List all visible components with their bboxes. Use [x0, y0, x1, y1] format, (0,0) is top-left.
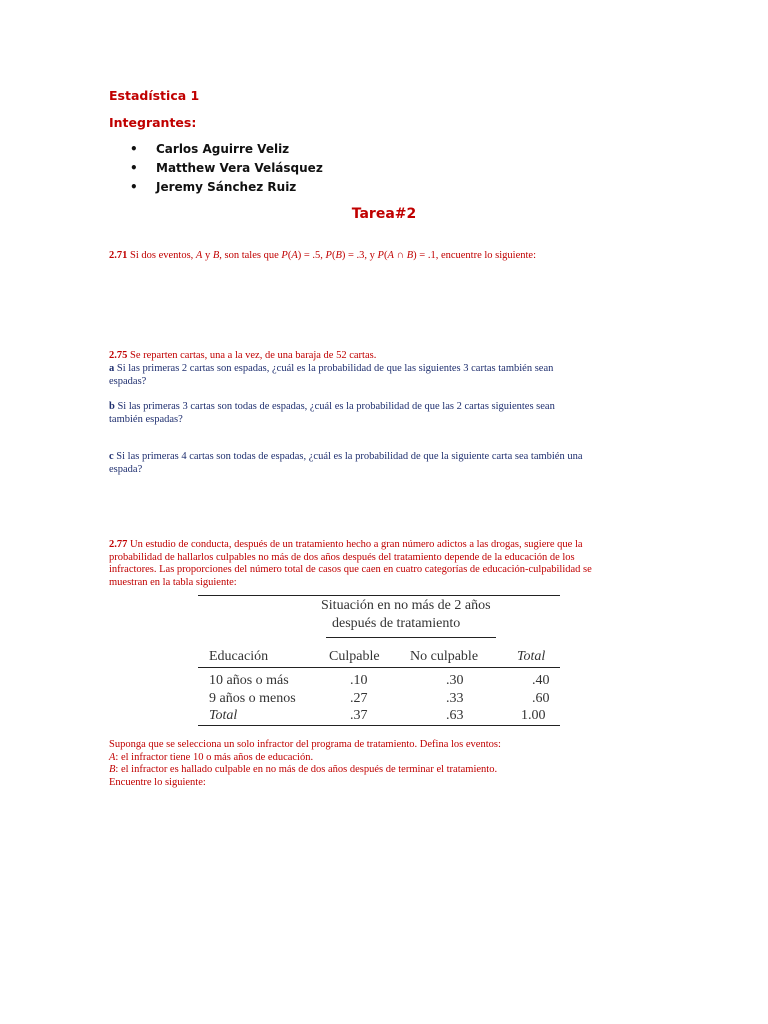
text: ( — [287, 250, 292, 261]
col-header-not-guilty: No culpable — [410, 649, 479, 664]
exercise-2-75-c — [109, 451, 589, 476]
exercise-text: Se reparten cartas, una a la vez, de una baraja de 52 cartas. — [127, 350, 377, 361]
part-text: Si las primeras 4 cartas son todas de espadas, ¿cuál es la probabilidad de que la siguiente carta sea también una espada? — [109, 451, 583, 475]
event-b: B — [212, 250, 220, 261]
text: ) = .5, — [297, 250, 326, 261]
text: ( — [383, 250, 388, 261]
group-header-rule — [326, 637, 496, 638]
part-text: Si las primeras 3 cartas son todas de espadas, ¿cuál es la probabilidad de que las 2 cartas siguientes sean también espadas? — [109, 401, 555, 425]
text: Si dos eventos, — [127, 250, 196, 261]
prob-symbol: P — [325, 250, 332, 261]
exercise-2-75 — [109, 350, 609, 363]
event-b: B — [406, 250, 414, 261]
text: : el infractor tiene 10 o más años de educación. — [115, 751, 314, 763]
group-header-line1: Situación en no más de 2 años — [321, 598, 491, 613]
text: ) = .1, encuentre lo siguiente: — [413, 250, 536, 261]
member-name: Jeremy Sánchez Ruiz — [156, 180, 297, 194]
col-header-total: Total — [517, 649, 546, 664]
bullet-icon: • — [130, 161, 138, 175]
cell-total: .40 — [532, 673, 550, 688]
cell-guilty: .27 — [350, 691, 368, 706]
part-text: Si las primeras 2 cartas son espadas, ¿cuál es la probabilidad de que las siguientes 3 cartas también sean espadas? — [109, 363, 554, 387]
event-a: A — [109, 751, 116, 763]
text: ∩ — [393, 250, 407, 261]
table-top-rule — [198, 595, 560, 596]
text: ) = .3, y — [341, 250, 378, 261]
exercise-number: 2.75 — [109, 350, 128, 361]
event-a: A — [291, 250, 298, 261]
part-label: a — [109, 363, 115, 374]
row-label: 9 años o menos — [209, 691, 296, 706]
text: , son tales que — [219, 250, 282, 261]
part-label: c — [109, 451, 114, 462]
exercise-2-75-b — [109, 401, 589, 426]
list-item — [130, 178, 323, 197]
row-label: 10 años o más — [209, 673, 289, 688]
cell-guilty: .10 — [350, 673, 368, 688]
event-b-definition — [109, 764, 609, 777]
education-guilt-table — [198, 595, 560, 725]
member-name: Matthew Vera Velásquez — [156, 161, 323, 175]
members-heading: Integrantes: — [109, 115, 197, 130]
cell-total: .60 — [532, 691, 550, 706]
course-title: Estadística 1 — [109, 88, 200, 103]
event-b: B — [109, 764, 116, 775]
text: : el infractor es hallado culpable en no más de dos años después de terminar el tratamiento. — [115, 764, 498, 775]
assignment-title: Tarea#2 — [351, 206, 417, 222]
group-header-line2: después de tratamiento — [332, 616, 461, 631]
col-header-guilty: Culpable — [329, 649, 380, 664]
bullet-icon: • — [130, 180, 138, 194]
prob-symbol: P — [377, 250, 384, 261]
col-header-education: Educación — [209, 649, 269, 664]
cell-not-guilty: .33 — [446, 691, 464, 706]
table-bottom-rule — [198, 725, 560, 726]
text: y — [202, 250, 213, 261]
exercise-2-71 — [109, 250, 669, 263]
exercise-text: Un estudio de conducta, después de un tratamiento hecho a gran número adictos a las drogas, sugiere que la probabilidad de hallarlos culpables no más de dos años después del tratamiento depende de la educación de los infractores. Las proporciones del número total de casos que caen en cuatro categorías de educación-culpabilidad se muestran en la tabla siguiente: — [109, 539, 592, 588]
exercise-number: 2.77 — [109, 539, 128, 550]
member-name: Carlos Aguirre Veliz — [156, 142, 290, 156]
cell-not-guilty: .63 — [446, 708, 464, 723]
prob-symbol: P — [281, 250, 288, 261]
event-a: A — [387, 250, 394, 261]
bullet-icon: • — [130, 142, 138, 156]
event-a-definition — [109, 752, 609, 765]
text: ( — [331, 250, 336, 261]
exercise-2-77-events — [109, 739, 609, 789]
list-item — [130, 159, 323, 178]
row-label: Total — [209, 708, 238, 723]
table-header-rule — [198, 667, 560, 668]
exercise-2-77 — [109, 539, 609, 589]
event-b: B — [335, 250, 342, 261]
find-following: Encuentre lo siguiente: — [109, 776, 206, 788]
exercise-2-75-a — [109, 363, 589, 388]
cell-guilty: .37 — [350, 708, 368, 723]
exercise-number: 2.71 — [109, 250, 128, 261]
members-list — [130, 140, 323, 197]
events-intro: Suponga que se selecciona un solo infractor del programa de tratamiento. Defina los eventos: — [109, 739, 501, 750]
part-label: b — [109, 401, 115, 412]
cell-not-guilty: .30 — [446, 673, 464, 688]
event-a: A — [195, 250, 203, 261]
cell-total: 1.00 — [521, 708, 546, 723]
list-item — [130, 140, 323, 159]
